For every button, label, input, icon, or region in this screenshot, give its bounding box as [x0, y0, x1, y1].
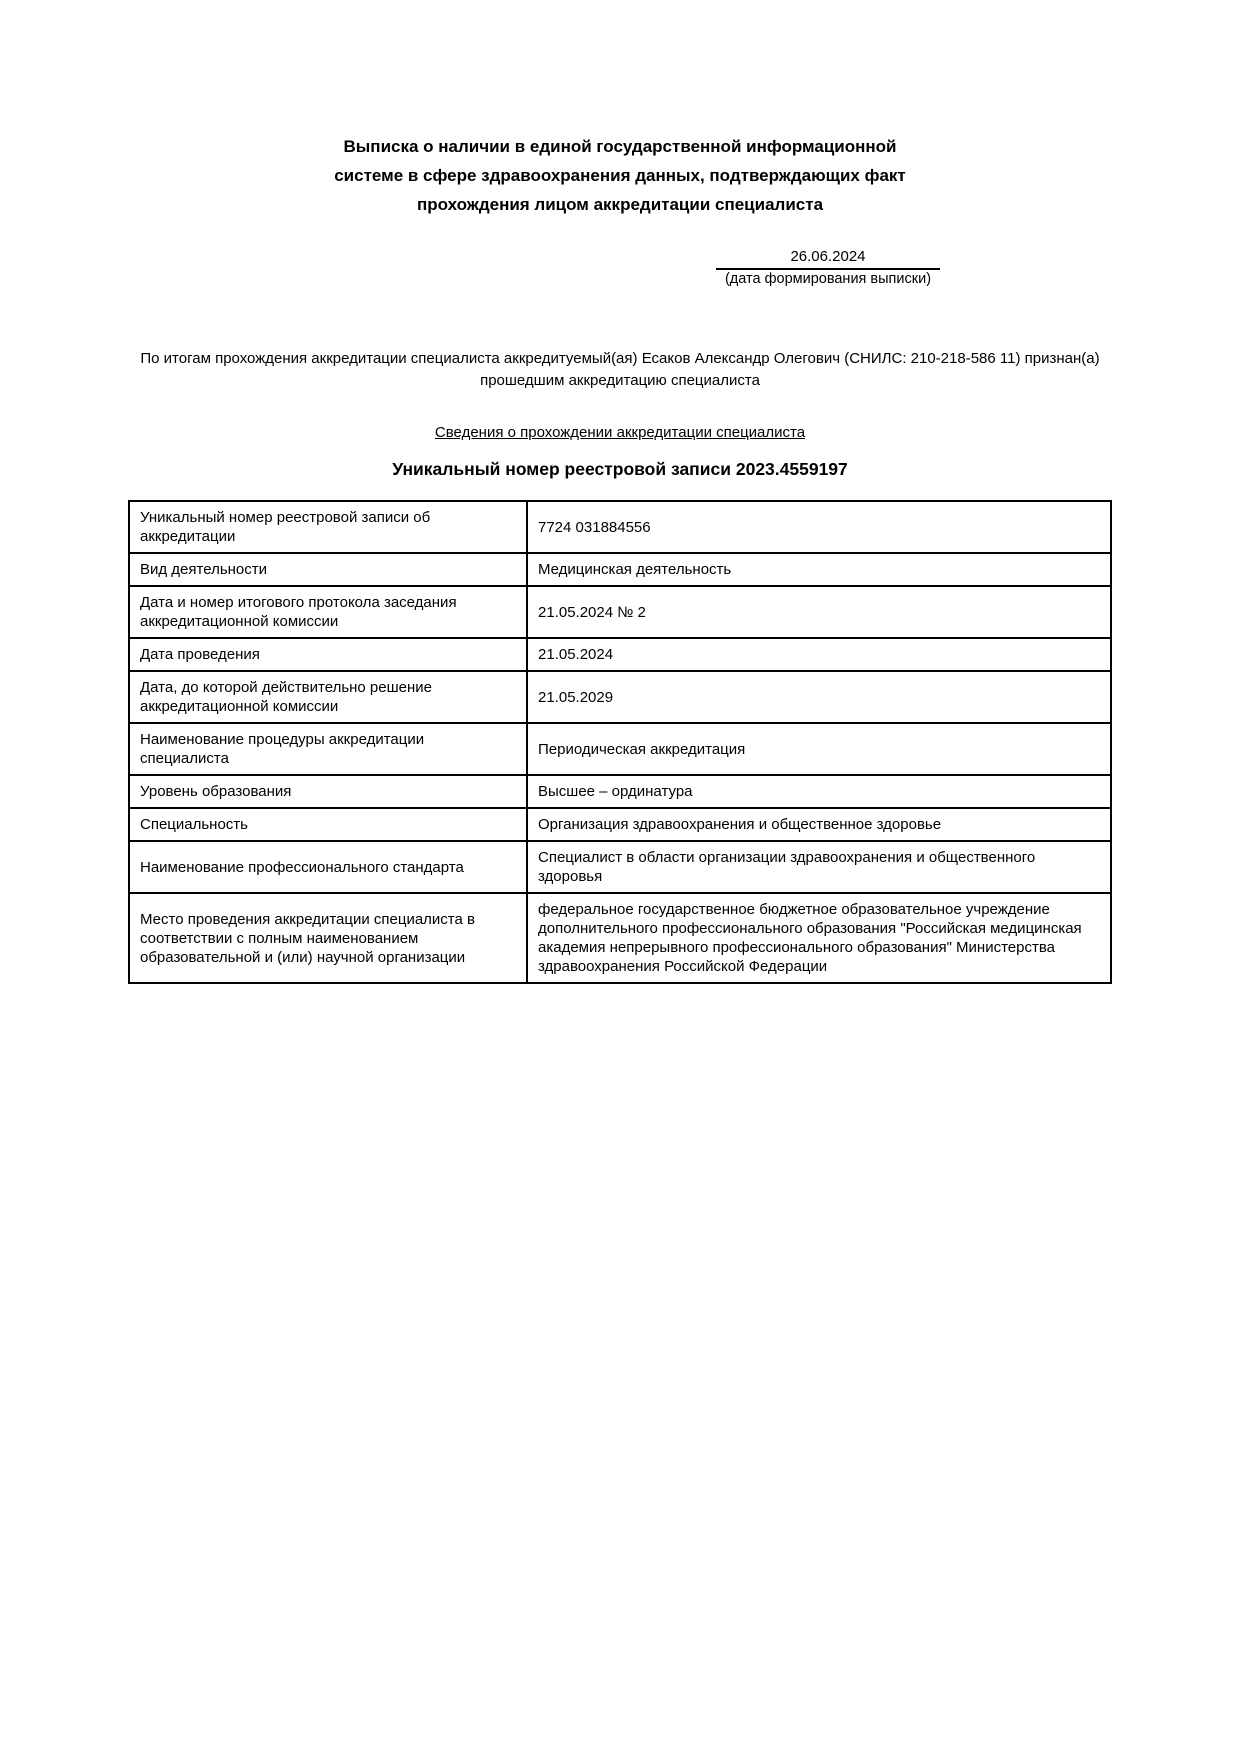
formation-date-caption: (дата формирования выписки) [724, 271, 932, 287]
row-label: Наименование профессионального стандарта [129, 841, 527, 893]
document-title-line-2: системе в сфере здравоохранения данных, подтверждающих факт [334, 166, 906, 185]
section-heading: Сведения о прохождении аккредитации специалиста [434, 424, 806, 441]
row-value: Периодическая аккредитация [527, 723, 1111, 775]
row-value: 21.05.2024 [527, 638, 1111, 671]
row-label: Дата и номер итогового протокола заседания аккредитационной комиссии [129, 586, 527, 638]
row-label: Специальность [129, 808, 527, 841]
document-title-line-3: прохождения лицом аккредитации специалиста [416, 195, 824, 214]
table-row-valid-until [129, 671, 1111, 723]
row-value: 21.05.2024 № 2 [527, 586, 1111, 638]
row-value: 21.05.2029 [527, 671, 1111, 723]
document-title [0, 132, 1240, 219]
document-title-line-1: Выписка о наличии в единой государственной информационной [343, 137, 897, 156]
table-row-date-held [129, 638, 1111, 671]
formation-date-block [716, 247, 940, 289]
table-row-activity-type [129, 553, 1111, 586]
row-value: 7724 031884556 [527, 501, 1111, 553]
row-value: Высшее – ординатура [527, 775, 1111, 808]
registry-number-heading: Уникальный номер реестровой записи 2023.4559197 [392, 459, 848, 479]
row-label: Наименование процедуры аккредитации специалиста [129, 723, 527, 775]
row-value: Медицинская деятельность [527, 553, 1111, 586]
accreditation-table [128, 500, 1112, 984]
row-label: Место проведения аккредитации специалиста в соответствии с полным наименованием образовательной и (или) научной организации [129, 893, 527, 983]
row-label: Дата, до которой действительно решение аккредитационной комиссии [129, 671, 527, 723]
table-row-professional-standard [129, 841, 1111, 893]
row-label: Вид деятельности [129, 553, 527, 586]
table-row-procedure-name [129, 723, 1111, 775]
table-row-specialty [129, 808, 1111, 841]
row-value: Специалист в области организации здравоохранения и общественного здоровья [527, 841, 1111, 893]
row-label: Уникальный номер реестровой записи об аккредитации [129, 501, 527, 553]
intro-paragraph: По итогам прохождения аккредитации специалиста аккредитуемый(ая) Есаков Александр Олегович (СНИЛС: 210-218-586 11) признан(а) прошедшим аккредитацию специалиста [140, 350, 1100, 389]
table-row-education-level [129, 775, 1111, 808]
table-row-venue-organization [129, 893, 1111, 983]
table-row-registry-number [129, 501, 1111, 553]
row-label: Уровень образования [129, 775, 527, 808]
row-label: Дата проведения [129, 638, 527, 671]
row-value: федеральное государственное бюджетное образовательное учреждение дополнительного профессионального образования "Российская медицинская академия непрерывного профессионального образования" Министерства здравоохранения Российской Федерации [527, 893, 1111, 983]
formation-date-value: 26.06.2024 [716, 247, 940, 270]
row-value: Организация здравоохранения и общественное здоровье [527, 808, 1111, 841]
table-row-protocol [129, 586, 1111, 638]
